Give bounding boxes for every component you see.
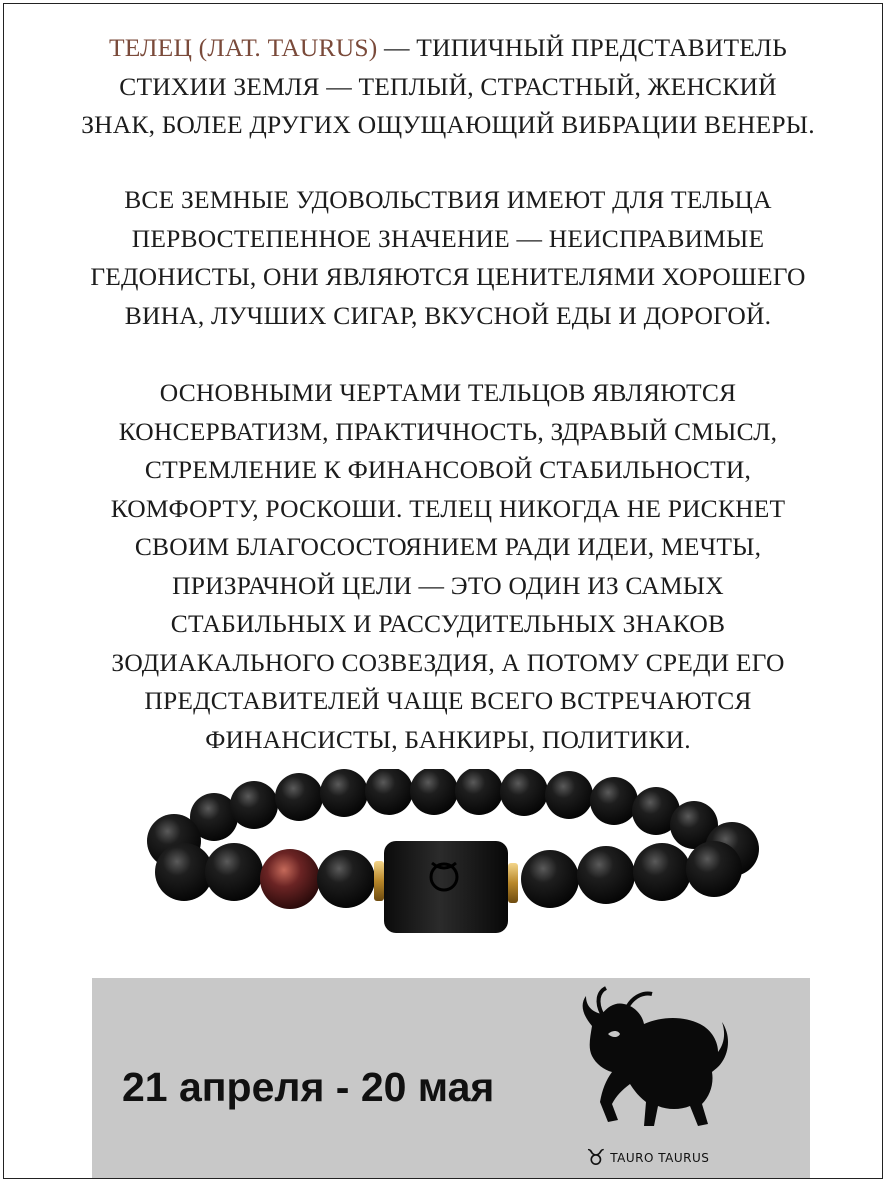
traits-line: КОМФОРТУ, РОСКОШИ. ТЕЛЕЦ НИКОГДА НЕ РИСКНЕТ [110,493,786,523]
intro-line-2: СТИХИИ ЗЕМЛЯ — ТЕПЛЫЙ, СТРАСТНЫЙ, ЖЕНСКИЙ [119,71,777,101]
taurus-heading: ТЕЛЕЦ (ЛАТ. TAURUS) [108,33,378,62]
pleasures-line: ПЕРВОСТЕПЕННОЕ ЗНАЧЕНИЕ — НЕИСПРАВИМЫЕ [131,223,765,253]
traits-line: СТАБИЛЬНЫХ И РАССУДИТЕЛЬНЫХ ЗНАКОВ [170,609,726,638]
traits-line: ФИНАНСИСТЫ, БАНКИРЫ, ПОЛИТИКИ. [205,724,691,754]
traits-line: ПРЕДСТАВИТЕЛЕЙ ЧАЩЕ ВСЕГО ВСТРЕЧАЮТСЯ [144,686,752,715]
traits-line: ЗОДИАКАЛЬНОГО СОЗВЕЗДИЯ, А ПОТОМУ СРЕДИ ЕГО [111,647,785,677]
bracelet-image [134,769,774,954]
date-panel [92,978,810,1179]
date-range: 21 апреля - 20 мая [122,1064,495,1110]
pleasures-line: ГЕДОНИСТЫ, ОНИ ЯВЛЯЮТСЯ ЦЕНИТЕЛЯМИ ХОРОШЕГО [90,262,806,291]
traits-line: СВОИМ БЛАГОСОСТОЯНИЕМ РАДИ ИДЕИ, МЕЧТЫ, [134,532,762,561]
taurus-charm [384,841,508,933]
taurus-symbol-icon: ♉ [586,1146,607,1171]
intro-line-3: ЗНАК, БОЛЕЕ ДРУГИХ ОЩУЩАЮЩИЙ ВИБРАЦИИ ВЕНЕРЫ. [81,110,815,139]
logo-caption: ♉ TAURO TAURUS [586,1146,710,1171]
intro-line-1: ТЕЛЕЦ (ЛАТ. TAURUS) — ТИПИЧНЫЙ ПРЕДСТАВИТЕЛЬ [108,33,788,62]
pleasures-line: ВСЕ ЗЕМНЫЕ УДОВОЛЬСТВИЯ ИМЕЮТ ДЛЯ ТЕЛЬЦА [124,185,772,214]
pleasures-paragraph [24,181,872,335]
taurus-logo [572,986,732,1176]
bull-icon [572,986,732,1136]
bracelet-back-row [190,769,718,849]
traits-paragraph [24,374,872,759]
pleasures-line: ВИНА, ЛУЧШИХ СИГАР, ВКУСНОЙ ЕДЫ И ДОРОГОЙ. [124,300,772,330]
traits-line: СТРЕМЛЕНИЕ К ФИНАНСОВОЙ СТАБИЛЬНОСТИ, [144,455,752,484]
page-frame [3,3,883,1179]
traits-line: ОСНОВНЫМИ ЧЕРТАМИ ТЕЛЬЦОВ ЯВЛЯЮТСЯ [159,378,737,407]
traits-line: ПРИЗРАЧНОЙ ЦЕЛИ — ЭТО ОДИН ИЗ САМЫХ [172,570,724,600]
tiger-eye-bead [260,849,320,909]
traits-line: КОНСЕРВАТИЗМ, ПРАКТИЧНОСТЬ, ЗДРАВЫЙ СМЫСЛ, [118,416,778,446]
intro-paragraph [24,29,872,145]
